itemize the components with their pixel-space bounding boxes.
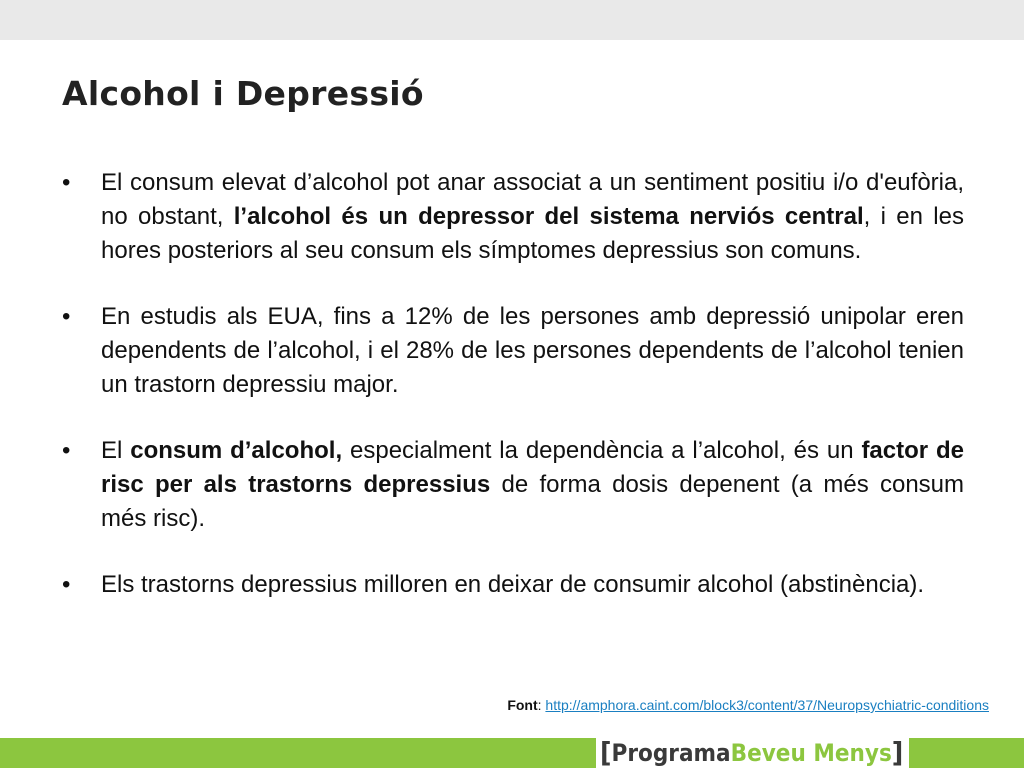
bullet-text: El consum elevat d’alcohol pot anar associat a un sentiment positiu i/o d'eufòria, no obstant, [101,169,964,230]
bullet-text: Els trastorns depressius milloren en deixar de consumir alcohol (abstinència). [101,571,925,598]
bullet-item [62,166,964,268]
bullet-icon: • [62,169,71,196]
bullet-icon: • [62,437,71,464]
program-logo [600,736,904,769]
top-band [0,0,1024,40]
bullet-item [62,434,964,536]
bullet-text: especialment la dependència a l’alcohol, és un [342,437,862,464]
logo-open-bracket: [ [600,736,612,769]
bullet-text-bold: l’alcohol és un depressor del sistema nerviós central [233,203,864,230]
bullet-text: El [101,437,131,464]
slide-title: Alcohol i Depressió [62,74,424,113]
bullet-icon: • [62,571,71,598]
logo-close-bracket: ] [891,736,904,769]
bullet-text: En estudis als EUA, fins a 12% de les persones amb depressió unipolar eren dependents de l’alcohol, i el 28% de les persones dependents de l’alcohol tenien un trastorn depressiu major. [101,303,964,398]
bullet-item [62,568,964,602]
bullet-text-bold: consum d’alcohol, [130,437,343,464]
bullet-text: de forma dosis depenent (a més consum més risc). [101,471,965,532]
bullet-item [62,300,964,402]
bullet-text: , i en les hores posteriors al seu consum els símptomes depressius son comuns. [101,203,964,264]
bullet-icon: • [62,303,71,330]
bullet-list [62,166,964,602]
logo-programa-text: Programa [611,738,731,767]
source-link[interactable]: http://amphora.caint.com/block3/content/37/Neuropsychiatric-conditions [545,697,989,713]
source-label: Font [507,697,538,713]
logo-beveu-menys-text: Beveu Menys [730,738,892,767]
source-separator: : [537,697,546,713]
bullet-text-bold: factor de risc per als trastorns depressius [101,437,964,498]
source-citation [507,697,989,713]
